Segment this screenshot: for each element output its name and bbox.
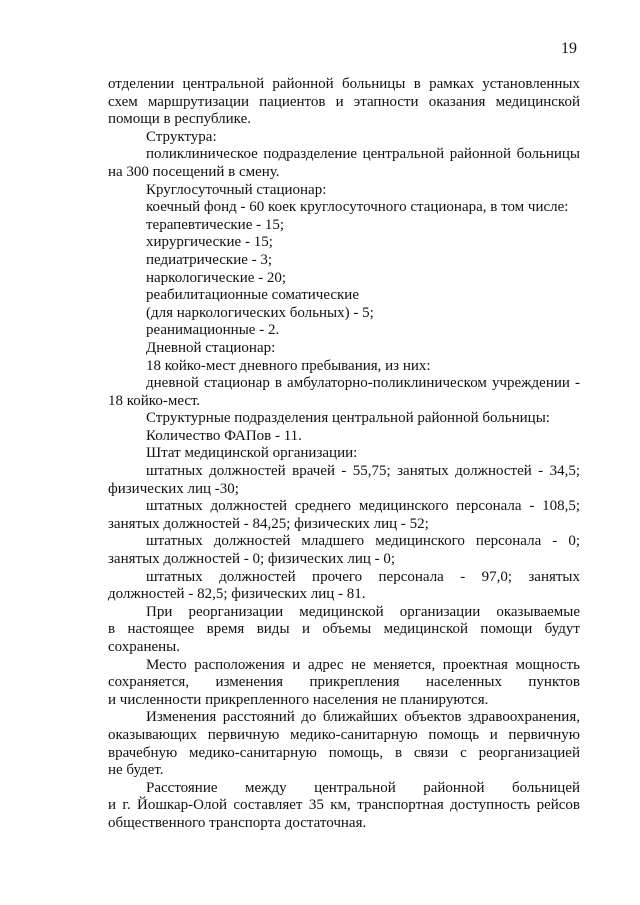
text-line: Расстояние между центральной районной больницей: [146, 779, 580, 796]
text-line: Место расположения и адрес не меняется, проектная мощность: [146, 656, 580, 673]
text-line: коечный фонд - 60 коек круглосуточного стационара, в том числе:: [146, 199, 569, 216]
text-line: общественного транспорта достаточная.: [108, 814, 367, 831]
page-number: 19: [561, 40, 577, 57]
text-line: физических лиц -30;: [108, 480, 239, 497]
text-line: помощи в республике.: [108, 111, 252, 128]
text-line: Структура:: [146, 128, 217, 145]
text-line: штатных должностей прочего персонала - 97,0; занятых: [146, 568, 580, 585]
text-line: и численности прикрепленного населения не планируются.: [108, 691, 489, 708]
text-line: на 300 посещений в смену.: [108, 163, 280, 180]
text-line: сохраняется, изменения прикрепления населенных пунктов: [108, 674, 580, 691]
text-line: поликлиническое подразделение центральной районной больницы: [146, 146, 580, 163]
text-line: не будет.: [108, 762, 164, 779]
text-line: должностей - 82,5; физических лиц - 81.: [108, 586, 366, 603]
text-line: 18 койко-мест дневного пребывания, из них:: [146, 357, 431, 374]
text-line: наркологические - 20;: [146, 269, 287, 286]
text-line: педиатрические - 3;: [146, 251, 273, 268]
text-line: реанимационные - 2.: [146, 322, 280, 339]
text-line: штатных должностей младшего медицинского персонала - 0;: [146, 533, 580, 550]
text-line: Изменения расстояний до ближайших объектов здравоохранения,: [146, 709, 580, 726]
text-line: штатных должностей врачей - 55,75; занятых должностей - 34,5;: [146, 463, 580, 480]
text-line: Структурные подразделения центральной районной больницы:: [146, 410, 550, 427]
text-line: 18 койко-мест.: [108, 392, 201, 409]
text-line: Количество ФАПов - 11.: [146, 427, 302, 444]
text-line: Дневной стационар:: [146, 339, 276, 356]
text-line: и г. Йошкар-Олой составляет 35 км, транспортная доступность рейсов: [108, 797, 580, 814]
text-line: терапевтические - 15;: [146, 216, 285, 233]
text-line: в настоящее время виды и объемы медицинской помощи будут: [108, 621, 580, 638]
text-line: хирургические - 15;: [146, 234, 273, 251]
text-line: штатных должностей среднего медицинского персонала - 108,5;: [146, 498, 580, 515]
text-line: При реорганизации медицинской организации оказываемые: [146, 603, 580, 620]
text-line: Круглосуточный стационар:: [146, 181, 327, 198]
document-body: [108, 76, 580, 833]
text-line: оказывающих первичную медико-санитарную помощь и первичную: [108, 726, 580, 743]
text-line: занятых должностей - 84,25; физических лиц - 52;: [108, 515, 429, 532]
text-line: сохранены.: [108, 639, 180, 655]
text-line: схем маршрутизации пациентов и этапности оказания медицинской: [108, 93, 580, 110]
text-line: реабилитационные соматические: [146, 287, 359, 304]
text-line: отделении центральной районной больницы в рамках установленных: [108, 76, 580, 92]
text-line: Штат медицинской организации:: [146, 445, 358, 462]
text-line: занятых должностей - 0; физических лиц - 0;: [108, 551, 396, 568]
text-line: дневной стационар в амбулаторно-поликлиническом учреждении -: [146, 375, 580, 392]
text-line: (для наркологических больных) - 5;: [146, 304, 374, 321]
text-line: врачебную медико-санитарную помощь, в связи с реорганизацией: [108, 744, 580, 761]
